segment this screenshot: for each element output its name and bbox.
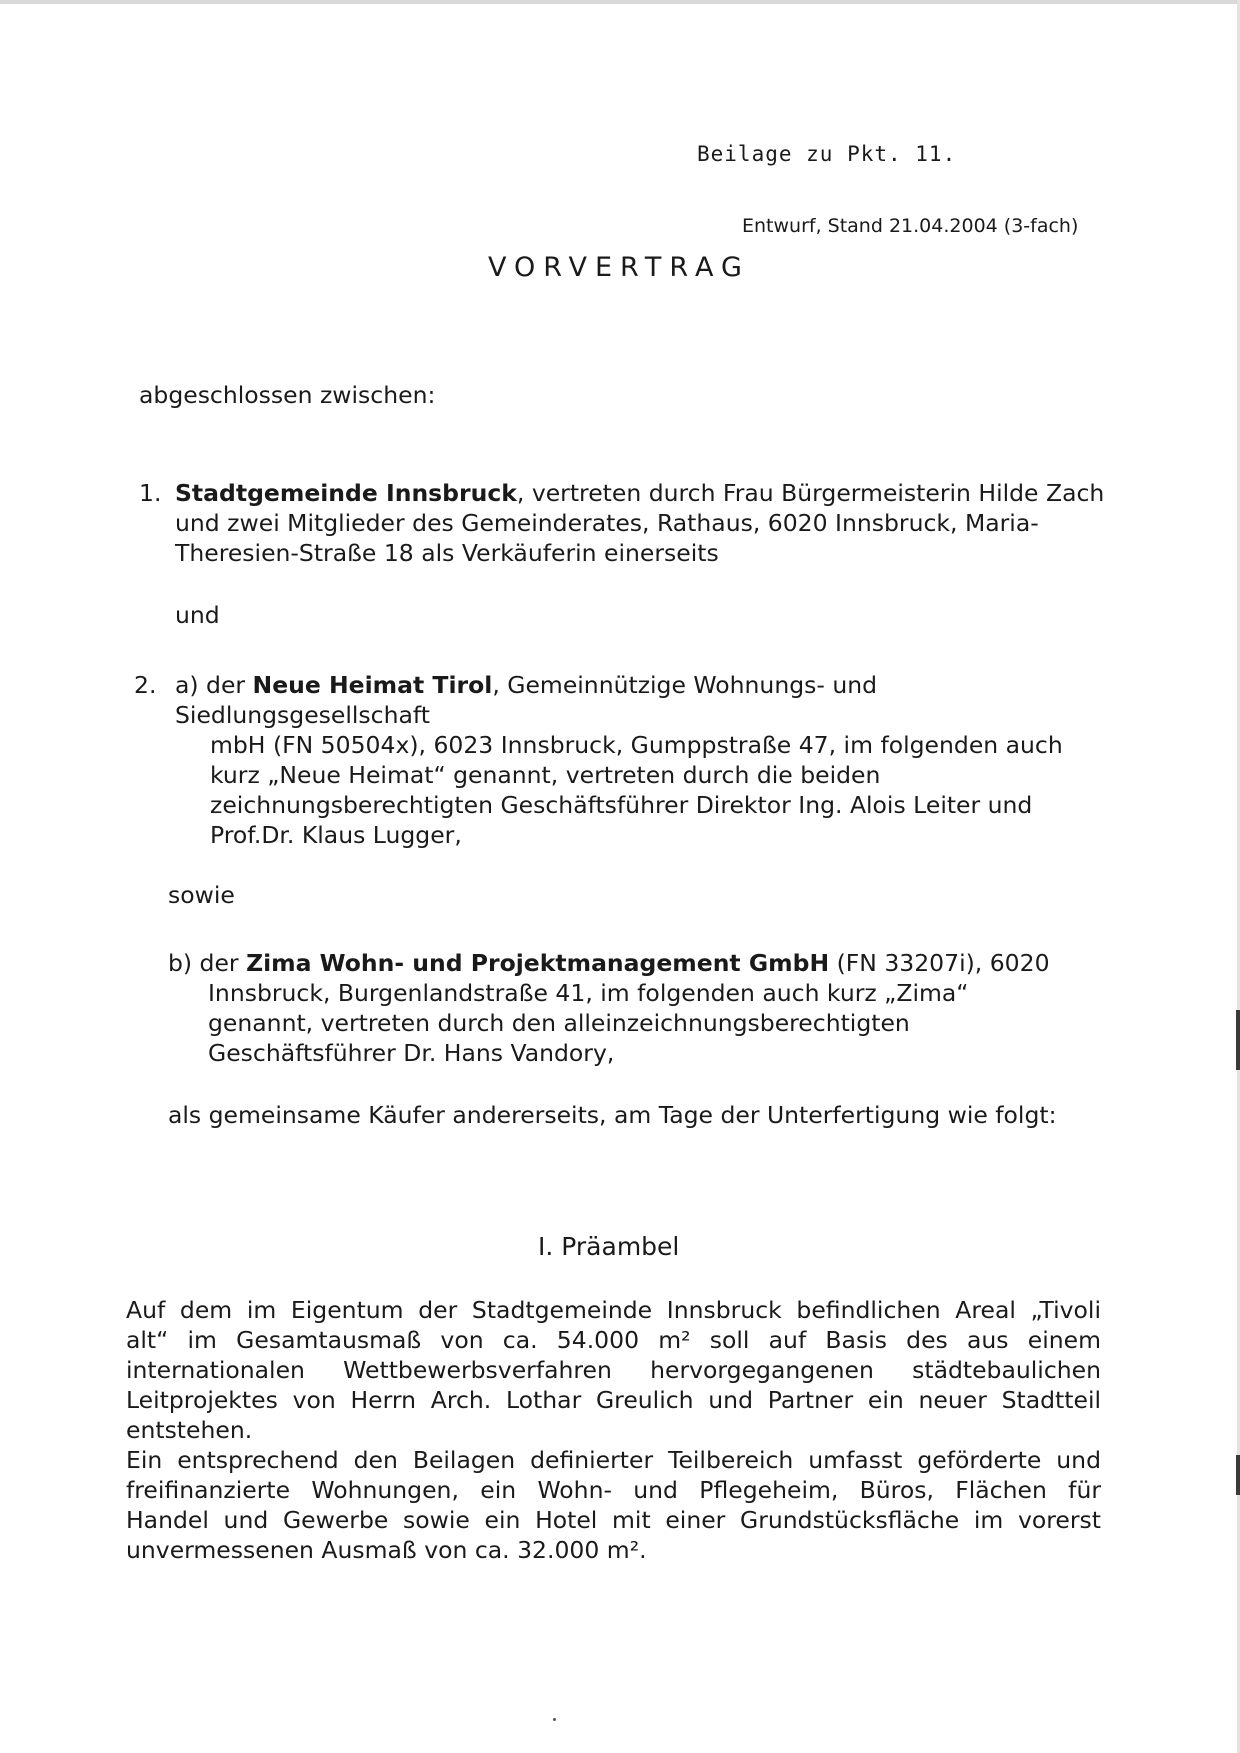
attachment-reference: Beilage zu Pkt. 11.: [697, 142, 957, 166]
preamble-heading: I. Präambel: [538, 1232, 680, 1261]
preamble-line: Ein entsprechend den Beilagen definierter Teilbereich umfasst geförderte und: [126, 1446, 1101, 1474]
party2a-line4: kurz „Neue Heimat“ genannt, vertreten durch die beiden: [210, 761, 881, 789]
document-title: VORVERTRAG: [488, 252, 750, 283]
party2b-details: [208, 978, 968, 1068]
party2a-line2: Siedlungsgesellschaft: [175, 701, 430, 729]
party1-line1: , vertreten durch Frau Bürgermeisterin Hilde Zach: [516, 479, 1105, 507]
scan-mark: [1236, 1010, 1240, 1070]
preamble-line: unvermessenen Ausmaß von ca. 32.000 m².: [126, 1536, 647, 1564]
party2a-prefix: a) der: [175, 671, 253, 699]
party2a-details: [210, 730, 1063, 850]
preamble-line: freifinanzierte Wohnungen, ein Wohn- und Pflegeheim, Büros, Flächen für: [126, 1476, 1101, 1504]
party2a-line1: , Gemeinnützige Wohnungs- und: [492, 671, 878, 699]
party2a-line6: Prof.Dr. Klaus Lugger,: [210, 821, 462, 849]
und-text: und: [175, 601, 220, 629]
party2b-line4: Geschäftsführer Dr. Hans Vandory,: [208, 1039, 615, 1067]
preamble-line: alt“ im Gesamtausmaß von ca. 54.000 m² soll auf Basis des aus einem: [126, 1326, 1101, 1354]
scan-edge-top: [0, 0, 1240, 4]
preamble-line: Auf dem im Eigentum der Stadtgemeinde Innsbruck befindlichen Areal „Tivoli: [126, 1296, 1101, 1324]
party1-name: Stadtgemeinde Innsbruck: [175, 479, 517, 507]
preamble-paragraph: [126, 1295, 1101, 1565]
party1-line2: und zwei Mitglieder des Gemeinderates, Rathaus, 6020 Innsbruck, Maria-: [175, 509, 1039, 537]
intro-text: abgeschlossen zwischen:: [139, 381, 436, 409]
party1-block: [175, 478, 1104, 568]
party2b-line3: genannt, vertreten durch den alleinzeichnungsberechtigten: [208, 1009, 910, 1037]
page-dot: [553, 1718, 556, 1721]
party2b-prefix: b) der: [168, 949, 247, 977]
party1-line3: Theresien-Straße 18 als Verkäuferin einerseits: [175, 539, 719, 567]
preamble-line: Leitprojektes von Herrn Arch. Lothar Greulich und Partner ein neuer Stadtteil: [126, 1386, 1101, 1414]
preamble-line: Handel und Gewerbe sowie ein Hotel mit einer Grundstücksfläche im vorerst: [126, 1506, 1101, 1534]
party2a-line3: mbH (FN 50504x), 6023 Innsbruck, Gumppstraße 47, im folgenden auch: [210, 731, 1063, 759]
closing-text: als gemeinsame Käufer andererseits, am Tage der Unterfertigung wie folgt:: [168, 1101, 1057, 1129]
party2a-name: Neue Heimat Tirol: [252, 671, 493, 699]
draft-status: Entwurf, Stand 21.04.2004 (3-fach): [742, 215, 1079, 237]
party2-number: 2.: [134, 671, 157, 699]
scan-mark: [1236, 1455, 1240, 1495]
party1-number: 1.: [139, 479, 162, 507]
party2b-first-line: [168, 948, 1050, 978]
party2a-block: [175, 670, 877, 730]
sowie-text: sowie: [168, 881, 235, 909]
preamble-line: entstehen.: [126, 1416, 253, 1444]
party2b-line1: (FN 33207i), 6020: [829, 949, 1050, 977]
preamble-line: internationalen Wettbewerbsverfahren hervorgegangenen städtebaulichen: [126, 1356, 1101, 1384]
party2b-line2: Innsbruck, Burgenlandstraße 41, im folgenden auch kurz „Zima“: [208, 979, 969, 1007]
party2b-name: Zima Wohn- und Projektmanagement GmbH: [246, 949, 830, 977]
party2a-line5: zeichnungsberechtigten Geschäftsführer Direktor Ing. Alois Leiter und: [210, 791, 1033, 819]
